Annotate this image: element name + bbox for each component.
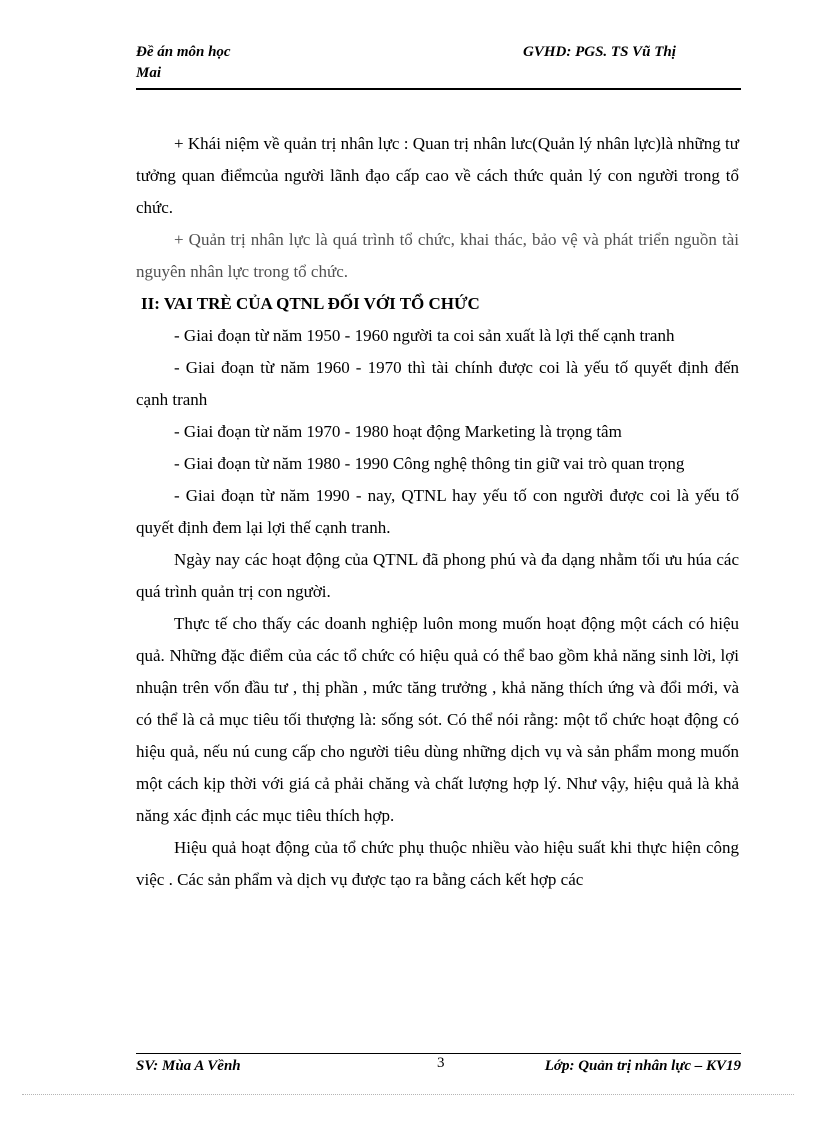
paragraph-hr-process: + Quản trị nhân lực là quá trình tổ chức, khai thác, bảo vệ và phát triển nguồn tài nguyên nhân lực trong tổ chức. [136,230,739,281]
header-instructor-name-continued: Mai [136,65,162,81]
page-break-line [22,1094,794,1095]
header-course-title: Đề án môn học [136,44,231,60]
footer-student: SV: Mùa A Vềnh [136,1058,241,1074]
paragraph-period-1950: - Giai đoạn từ năm 1950 - 1960 người ta coi sản xuất là lợi thế cạnh tranh [174,326,675,345]
page-footer [136,1055,741,1080]
section-heading: II: VAI TRÈ CỦA QTNL ĐỐI VỚI TỔ CHỨC [141,294,480,313]
header-divider [136,88,741,90]
page-body [136,128,739,896]
footer-class: Lớp: Quản trị nhân lực – KV19 [544,1058,741,1074]
paragraph-period-1970: - Giai đoạn từ năm 1970 - 1980 hoạt động Marketing là trọng tâm [174,422,622,441]
footer-divider [136,1053,741,1054]
page-number: 3 [437,1055,445,1071]
paragraph-effectiveness: Thực tế cho thấy các doanh nghiệp luôn mong muốn hoạt động một cách có hiệu quả. Những đặc điểm của các tổ chức có hiệu quả có thể bao gồm khả năng sinh lời, lợi nhuận trên vốn đầu tư , thị phần , mức tăng trưởng , khả năng thích ứng và đổi mới, và có thể là cả mục tiêu tối thượng là: sống sót. Có thể nói rằng: một tổ chức hoạt động có hiệu quả, nếu nú cung cấp cho người tiêu dùng những dịch vụ và sản phẩm mong muốn một cách kịp thời với giá cả phải chăng và chất lượng hợp lý. Như vậy, hiệu quả là khả năng xác định các mục tiêu thích hợp. [136,614,739,825]
paragraph-period-1980: - Giai đoạn từ năm 1980 - 1990 Công nghệ thông tin giữ vai trò quan trọng [174,454,685,473]
paragraph-efficiency: Hiệu quả hoạt động của tổ chức phụ thuộc nhiều vào hiệu suất khi thực hiện công việc . Các sản phẩm và dịch vụ được tạo ra bằng cách kết hợp các [136,838,739,889]
page-header [136,44,740,90]
paragraph-hr-today: Ngày nay các hoạt động của QTNL đã phong phú và đa dạng nhằm tối ưu húa các quá trình quản trị con người. [136,550,739,601]
header-instructor: GVHD: PGS. TS Vũ Thị [523,44,676,60]
paragraph-hr-concept: + Khái niệm về quản trị nhân lực : Quan trị nhân lưc(Quản lý nhân lực)là những tư tưởng quan điểmcủa người lãnh đạo cấp cao về cách thức quản lý con người trong tổ chức. [136,134,739,217]
paragraph-period-1990: - Giai đoạn từ năm 1990 - nay, QTNL hay yếu tố con người được coi là yếu tố quyết định đem lại lợi thế cạnh tranh. [136,486,739,537]
paragraph-period-1960: - Giai đoạn từ năm 1960 - 1970 thì tài chính được coi là yếu tố quyết định đến cạnh tranh [136,358,739,409]
